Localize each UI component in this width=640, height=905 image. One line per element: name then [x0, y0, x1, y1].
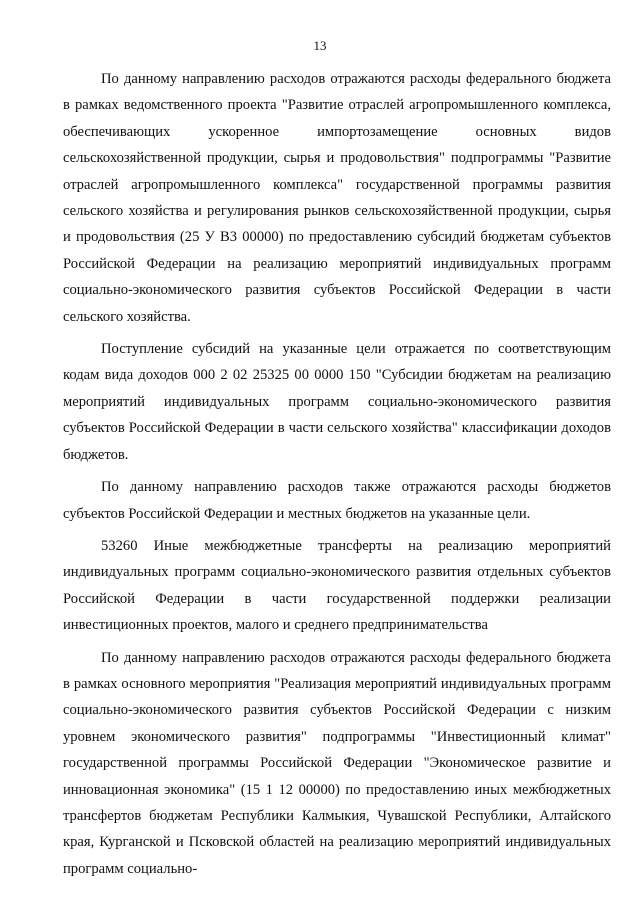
- document-body: [63, 66, 611, 888]
- paragraph-investment-climate: По данному направлению расходов отражаются расходы федерального бюджета в рамках основного мероприятия "Реализация мероприятий индивидуальных программ социально-экономического развития субъектов Российской Федерации с низким уровнем экономического развития" подпрограммы "Инвестиционный климат" государственной программы Российской Федерации "Экономическое развитие и инновационная экономика" (15 1 12 00000) по предоставлению иных межбюджетных трансфертов бюджетам Республики Калмыкия, Чувашской Республики, Алтайского края, Курганской и Псковской областей на реализацию мероприятий индивидуальных программ социально-: [63, 649, 611, 877]
- page-number: 13: [313, 38, 327, 53]
- paragraph-code-53260: 53260 Иные межбюджетные трансферты на реализацию мероприятий индивидуальных программ социально-экономического развития отдельных субъектов Российской Федерации в части государственной поддержки реализации инвестиционных проектов, малого и среднего предпринимательства: [63, 537, 611, 634]
- paragraph-federal-budget-agro: По данному направлению расходов отражаются расходы федерального бюджета в рамках ведомственного проекта "Развитие отраслей агропромышленного комплекса, обеспечивающих ускоренное импортозамещение основных видов сельскохозяйственной продукции, сырья и продовольствия" подпрограммы "Развитие отраслей агропромышленного комплекса" государственной программы развития сельского хозяйства и регулирования рынков сельскохозяйственной продукции, сырья и продовольствия (25 У В3 00000) по предоставлению субсидий бюджетам субъектов Российской Федерации на реализацию мероприятий индивидуальных программ социально-экономического развития субъектов Российской Федерации в части сельского хозяйства.: [63, 71, 611, 325]
- paragraph-subsidy-income-codes: Поступление субсидий на указанные цели отражается по соответствующим кодам вида доходов 000 2 02 25325 00 0000 150 "Субсидии бюджетам на реализацию мероприятий индивидуальных программ социально-экономического развития субъектов Российской Федерации в части сельского хозяйства" классификации доходов бюджетов.: [63, 341, 611, 463]
- paragraph-regional-budgets: По данному направлению расходов также отражаются расходы бюджетов субъектов Российской Федерации и местных бюджетов на указанные цели.: [63, 479, 611, 522]
